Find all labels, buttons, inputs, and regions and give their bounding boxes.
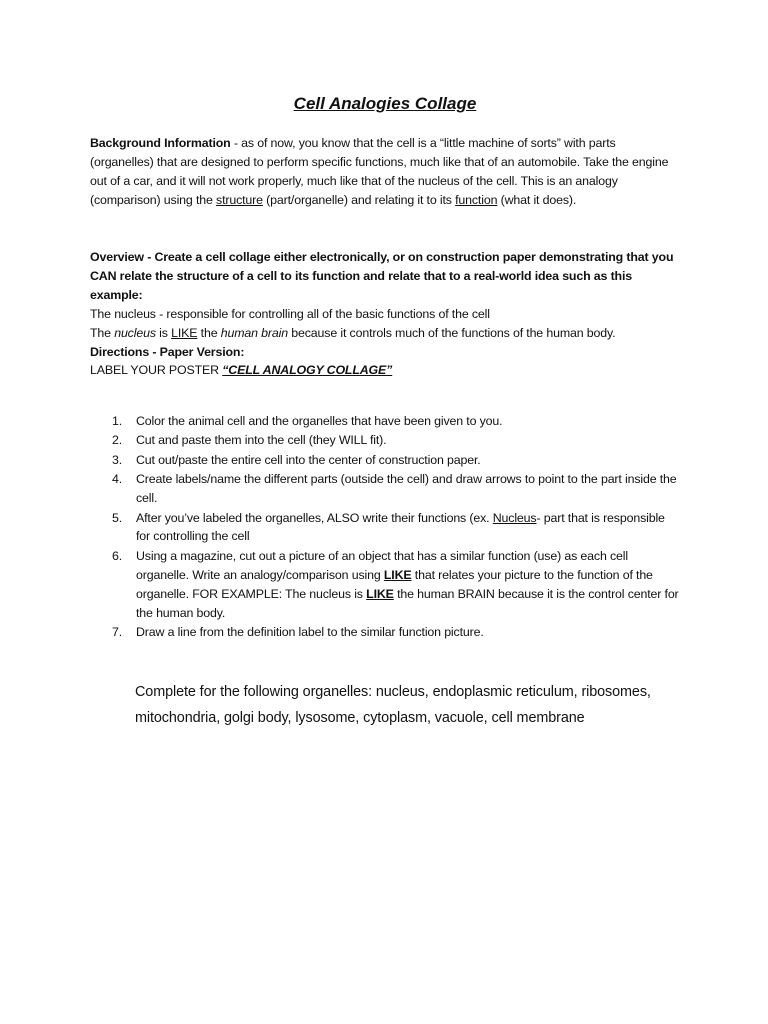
nucleus-term: Nucleus [492,510,537,525]
list-item [90,509,680,547]
example-line-2 [90,326,615,340]
background-paragraph [90,134,680,210]
label-poster-line [90,363,392,377]
example-text-d: because it controls much of the functions of the human body. [287,325,616,340]
function-term: function [455,192,498,207]
organelles-instruction: Complete for the following organelles: nucleus, endoplasmic reticulum, ribosomes, mitochondria, golgi body, lysosome, cytoplasm, vacuole, cell membrane [135,684,651,727]
background-text-1: - as of now, you know that the cell is a “little machine of sorts” with parts (organelles) that are designed to perform specific functions, much like that of an automobile. Take the engine out of a car, and it will not work properly, much like that of the nucleus of the cell. This is an analogy (comparison) using the [90,136,669,207]
directions-heading: Directions - Paper Version: [90,344,245,359]
example-line-1: The nucleus - responsible for controlling all of the basic functions of the cell [90,306,490,321]
overview-paragraph [90,248,680,380]
like-term: LIKE [366,586,394,601]
list-number: 1. [112,414,123,428]
like-term: LIKE [383,567,412,582]
example-text-b: is [155,325,172,340]
label-poster-prefix: LABEL YOUR POSTER [90,363,223,378]
example-text-a: The [90,325,115,340]
overview-text: Overview - Create a cell collage either electronically, or on construction paper demonstrating that you CAN relate the structure of a cell to its function and relate that to a real-world idea such as this example: [90,250,674,302]
page-title: Cell Analogies Collage [293,94,477,113]
directions-list [90,412,680,642]
example-like: LIKE [171,325,198,340]
list-number: 6. [112,548,123,563]
list-number: 3. [112,452,123,467]
background-label: Background Information [90,136,231,150]
list-item-text: Draw a line from the definition label to the similar function picture. [136,624,484,639]
list-item [90,431,680,450]
list-item [90,623,680,642]
list-item [90,412,680,431]
list-number: 5. [112,510,123,525]
list-item [90,451,680,470]
list-item-text: Cut out/paste the entire cell into the center of construction paper. [136,452,481,467]
poster-title: “CELL ANALOGY COLLAGE” [222,363,393,378]
list-item [90,547,680,623]
list-item-text: Create labels/name the different parts (outside the cell) and draw arrows to point to the part inside the cell. [136,472,677,506]
background-text-2: (part/organelle) and relating it to its [262,192,456,207]
example-text-c: the [197,325,221,340]
example-human-brain: human brain [220,325,288,340]
background-text-3: (what it does). [497,192,577,207]
structure-term: structure [216,192,263,207]
list-item-text: Cut and paste them into the cell (they WILL fit). [136,433,387,448]
list-number: 2. [112,433,123,448]
list-item-text: Color the animal cell and the organelles that have been given to you. [136,414,503,428]
list-item-text: the human BRAIN because it is the control center for the human body. [136,586,679,620]
list-item [90,470,680,508]
list-item-text: - part that is responsible for controlling the cell [136,510,665,544]
list-item-text: Using a magazine, cut out a picture of an object that has a similar function (use) as each cell organelle. Write an analogy/comparison using [136,548,628,582]
list-number: 7. [112,624,123,639]
example-nucleus: nucleus [114,325,156,340]
list-item-text: that relates your picture to the function of the organelle. FOR EXAMPLE: The nucleus is [136,567,653,601]
list-item-text: After you’ve labeled the organelles, ALSO write their functions (ex. [136,510,493,525]
list-number: 4. [112,472,123,487]
